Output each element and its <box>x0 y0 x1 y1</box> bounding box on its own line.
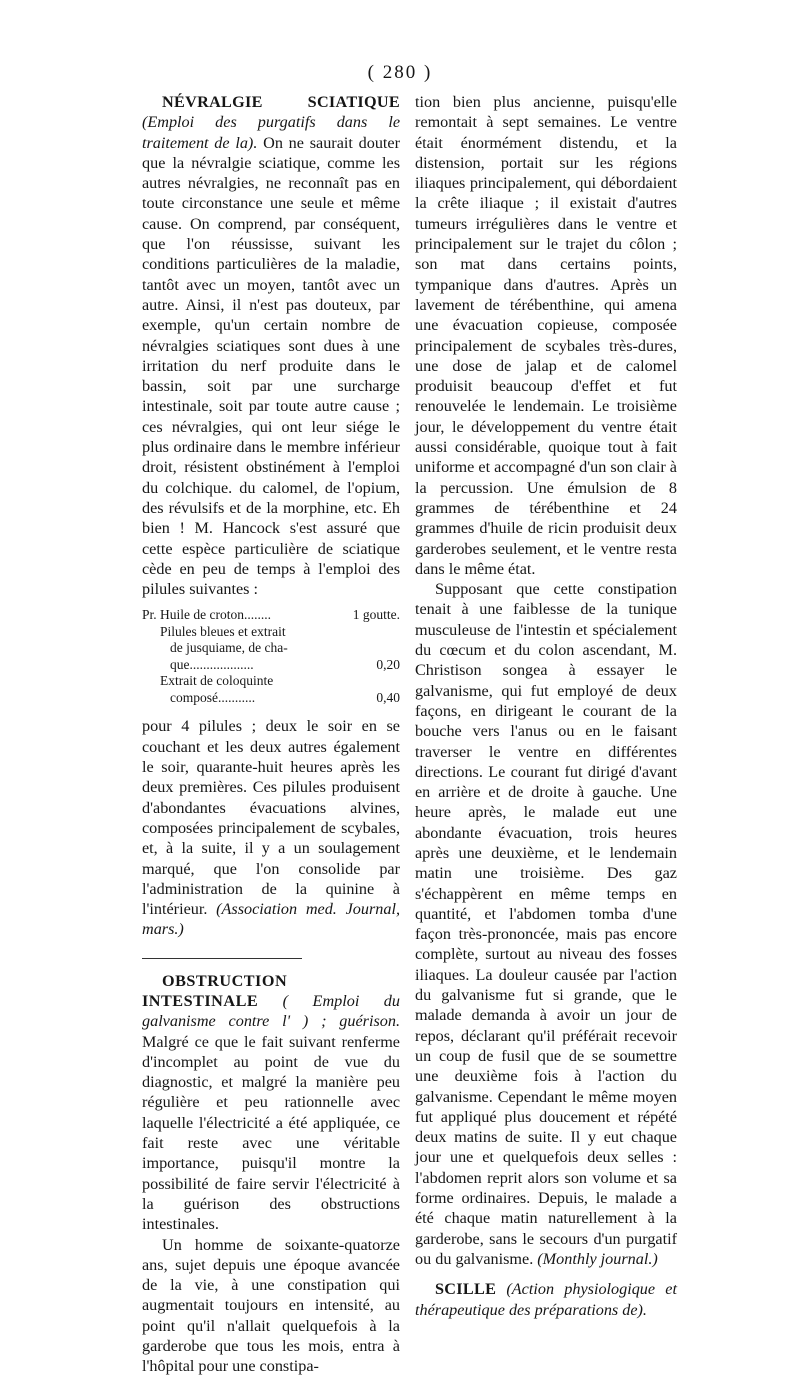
prescription-line: Pr. Huile de croton........ 1 goutte. <box>142 607 400 623</box>
prescription-line: que................... 0,20 <box>170 656 400 672</box>
paragraph-text: Malgré ce que le fait suivant renferme d'incomplet au point de vue du diagnostic, et malgré la manière peu régulière et peu rationnelle avec laquelle l'électricité a été appliquée, ce fait reste avec une véritable importance, puisqu'il montre la possibilité de faire servir l'électricité à la guérison des obstructions intestinales. <box>142 1032 400 1234</box>
paragraph-text: On ne saurait douter que la névralgie sciatique, comme les autres névralgies, ne reconnaît pas en toute circonstance une seule et même cause. On comprend, par conséquent, que l'on réussisse, suivant les conditions particulières de la maladie, tantôt avec un moyen, tantôt avec un autre. Ainsi, il n'est pas douteux, par exemple, qu'un certain nombre de névralgies sciatiques sont dues à une irritation du nerf produite dans le bassin, soit par une surcharge intestinale, soit par toute autre cause ; ces névralgies, qui ont leur siége le plus ordinaire dans le membre inférieur droit, résistent obstinément à l'emploi du colchique. du calomel, de l'opium, des révulsifs et de la morphine, etc. Eh bien ! M. Hancock s'est assuré que cette espèce particulière de sciatique cède en peu de temps à l'emploi des pilules suivantes : <box>142 133 400 599</box>
paragraph <box>142 716 400 939</box>
paragraph-text: pour 4 pilules ; deux le soir en se couchant et les deux autres également le soir, quarante-huit heures après les deux premières. Ces pilules produisent d'abondantes évacuations alvines, composées principalement de scybales, et, à la suite, il y a un soulagement marqué, que l'on consolide par l'administration de la quinine à l'intérieur. <box>142 717 400 919</box>
prescription-line: Extrait de coloquinte <box>160 673 274 689</box>
paragraph-text: tion bien plus ancienne, puisqu'elle remontait à sept semaines. Le ventre était énormément distendu, et la distension, portait sur les régions iliaques principalement, qui débordaient la crête iliaque ; il existait d'autres tumeurs irrégulières dans le ventre et principalement sur le trajet du côlon ; son mat dans certains points, tympanique dans d'autres. Après un lavement de térébenthine, qui amena une évacuation copieuse, composée principalement de scybales très-dures, une dose de jalap et de calomel produisit beaucoup d'effet et fut renouvelée le lendemain. Le troisième jour, le développement du ventre était aussi considérable, quoique tout à fait uniforme et accompagné d'un son clair à la percussion. Une émulsion de 8 grammes de térébenthine et 24 grammes d'huile de ricin produisit deux garderobes seulement, et le ventre resta dans le même état. <box>415 93 677 578</box>
paragraph <box>415 92 677 579</box>
right-column <box>415 92 677 1320</box>
page-number: ( 280 ) <box>367 62 433 83</box>
paragraph <box>142 1235 400 1377</box>
left-column <box>142 92 400 1377</box>
prescription-line: composé........... 0,40 <box>170 689 400 705</box>
section-subheading: (Emploi des purgatifs dans le traitement de la). <box>142 113 400 152</box>
article-neuralgia <box>142 92 400 599</box>
prescription-line: Pilules bleues et extrait <box>160 623 286 639</box>
section-heading: NÉVRALGIE SCIATIQUE <box>162 93 400 111</box>
article-obstruction <box>142 971 400 1235</box>
section-divider <box>142 958 302 959</box>
paragraph-text: Supposant que cette constipation tenait à une faiblesse de la tunique musculeuse de l'intestin et spécialement du cœcum et du colon ascendant, M. Christison songea à essayer le galvanisme, qui fut employé de deux façons, en dirigeant le courant de la bouche vers l'anus ou en le faisant traverser le ventre en différentes directions. Le courant fut dirigé d'avant en arrière et de droite à gauche. Une heure après, le malade eut une abondante évacuation, trois heures après une deuxième, et le lendemain matin une troisième. Des gaz s'échappèrent en même temps en quantité, et l'abdomen tomba d'une façon très-prononcée, mais pas encore complète, surtout au niveau des fosses iliaques. La douleur causée par l'action du galvanisme fut si grande, que le malade demanda à avoir un jour de repos, déclarant qu'il préférait recevoir un coup de fusil que de se soumettre une deuxième fois à l'action du galvanisme. Cependant le même moyen fut appliqué plus doucement et répété deux matins de suite. Il y eut chaque jour une et quelquefois deux selles : l'abdomen reprit alors son volume et sa forme ordinaires. Depuis, le malade a été chaque matin naturellement à la garderobe, sans le secours d'un purgatif ou du galvanisme. <box>415 580 677 1268</box>
section-subheading: ( Emploi du galvanisme contre l' ) ; guérison. <box>142 991 400 1031</box>
article-scille <box>415 1279 677 1320</box>
prescription <box>142 607 400 706</box>
citation: (Monthly journal.) <box>537 1249 658 1268</box>
section-heading: OBSTRUCTION INTESTINALE <box>142 971 288 1010</box>
spacer <box>415 1269 677 1279</box>
prescription-line: de jusquiame, de cha- <box>170 640 288 656</box>
paragraph <box>415 579 677 1269</box>
citation: (Association med. Journal, mars.) <box>142 900 400 939</box>
section-heading: SCILLE <box>435 1280 497 1299</box>
section-subheading: (Action physiologique et thérapeutique des préparations de). <box>415 1280 677 1319</box>
paragraph-text: Un homme de soixante-quatorze ans, sujet depuis une époque avancée de la vie, à une constipation qui augmentait toujours en intensité, au point qu'il n'allait quelquefois à la garderobe que tous les mois, entra à l'hôpital pour une constipa- <box>142 1235 400 1376</box>
